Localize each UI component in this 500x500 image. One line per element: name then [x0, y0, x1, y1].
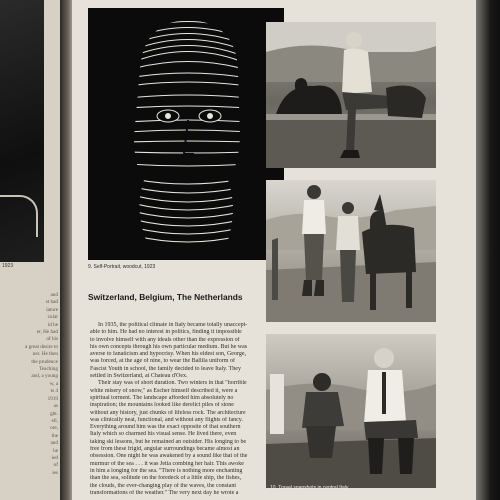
previous-page-text — [0, 292, 58, 477]
body-text-line: was forced, at the age of nine, to wear the Ballila uniform of — [90, 358, 235, 365]
previous-page-text-line: w, a — [49, 380, 58, 387]
body-text-line: white misery of snow," as Escher himself described it, were a — [90, 387, 238, 394]
previous-page-text-line: the — [51, 432, 58, 439]
body-text-line: free from these frigid, angular surroundings became almost an — [90, 446, 240, 453]
body-text-line: without any history, just chunks of lifeless rock. The architecture — [90, 409, 246, 416]
body-text-line: than the sea, solitude on the foredeck of a little ship, the fishes, — [90, 475, 242, 482]
section-heading: Switzerland, Belgium, The Netherlands — [88, 292, 243, 302]
previous-page-text-line: and, a young — [31, 373, 58, 380]
previous-page-text-line: ner. He then — [32, 351, 58, 358]
body-text-line: the clouds, the ever-changing play of the waves, the constant — [90, 482, 236, 489]
woodcut-caption: 9. Self-Portrait, woodcut, 1923 — [88, 264, 156, 270]
previous-page-text-line: a great desire to — [25, 343, 58, 350]
body-text-line: murmur of the sea . . . it was Jetta combing her hair. This awoke — [90, 460, 244, 467]
body-text-line: able to him. He had no interest in politics, finding it impossible — [90, 329, 242, 336]
previous-page-caption: 1923 — [2, 263, 14, 269]
previous-page-print — [0, 0, 44, 262]
book-page — [72, 0, 476, 500]
body-text-line: transformations of the weather." The very next day he wrote a — [90, 489, 239, 496]
previous-page-text-line: of — [53, 462, 58, 469]
previous-page-text-line: ies — [52, 469, 58, 476]
previous-page-text-line: lature — [46, 306, 58, 313]
body-text-line: taking ski lessons, but he remained an outsider. His longing to be — [90, 438, 247, 445]
body-text-line: settled in Switzerland, at Chateau d'Oex. — [90, 373, 188, 380]
body-text-line: spiritual torment. The landscape afforded him absolutely no — [90, 394, 234, 401]
previous-page-text-line: and — [50, 440, 58, 447]
travel-photos-caption: 10. Travel snapshots in central Italy — [270, 485, 349, 491]
book-edge — [476, 0, 500, 500]
previous-page-text-line: he — [53, 447, 58, 454]
body-text-line: in him a longing for the sea. "There is nothing more enchanting — [90, 467, 243, 474]
previous-page-text-line: ore, — [50, 425, 58, 432]
previous-page-text-line: Teaching — [39, 366, 58, 373]
previous-page-text-line: st had — [45, 299, 58, 306]
body-text — [90, 322, 268, 497]
body-text-line: Italy which so charmed his visual sense. He lived there, even — [90, 431, 237, 438]
travel-photo-two-men — [266, 334, 436, 488]
body-text-line: In 1935, the political climate in Italy became totally unaccept- — [98, 322, 248, 328]
previous-page-text-line: the prudence — [31, 358, 58, 365]
previous-page-text-line: as — [53, 403, 58, 410]
previous-page-text-line: ght. — [50, 410, 58, 417]
previous-page — [0, 0, 62, 500]
body-text-line: Fascist Youth in school, the family decided to leave Italy. They — [90, 365, 241, 372]
body-text-line: obsession. One night he was awakened by a sound like that of the — [90, 453, 248, 460]
body-text-line: to involve himself with any ideals other than the expression of — [90, 336, 240, 343]
body-text-line: was clinically neat, functional, and without any flights of fancy. — [90, 416, 243, 423]
previous-page-text-line: of his — [46, 336, 58, 343]
previous-page-text-line: ell, — [51, 417, 58, 424]
previous-page-text-line: and — [50, 292, 58, 298]
body-text-line: his own concepts through his own particular medium. But he was — [90, 343, 248, 350]
previous-page-text-line: id he — [47, 321, 58, 328]
travel-photo-seated-man — [266, 22, 436, 168]
previous-page-text-line: ts 4 — [50, 388, 58, 395]
previous-page-text-line: 1919 — [47, 395, 58, 402]
woodcut-engraving — [88, 8, 284, 260]
travel-photo-donkey — [266, 180, 436, 322]
previous-page-text-line: er, He had — [36, 329, 58, 336]
body-text-line: Their stay was of short duration. Two winters in that "horrible — [98, 380, 247, 387]
print-hand-detail — [0, 195, 38, 237]
body-text-line: Everything around him was the exact opposite of that southern — [90, 424, 241, 431]
previous-page-text-line: cular — [47, 314, 58, 321]
body-text-line: inspiration; the mountains looked like derelict piles of stone — [90, 402, 234, 409]
previous-page-text-line: ied — [51, 454, 58, 461]
body-text-line: averse to fanaticism and hypocrisy. When his eldest son, George, — [90, 351, 247, 358]
self-portrait-woodcut — [88, 8, 284, 260]
